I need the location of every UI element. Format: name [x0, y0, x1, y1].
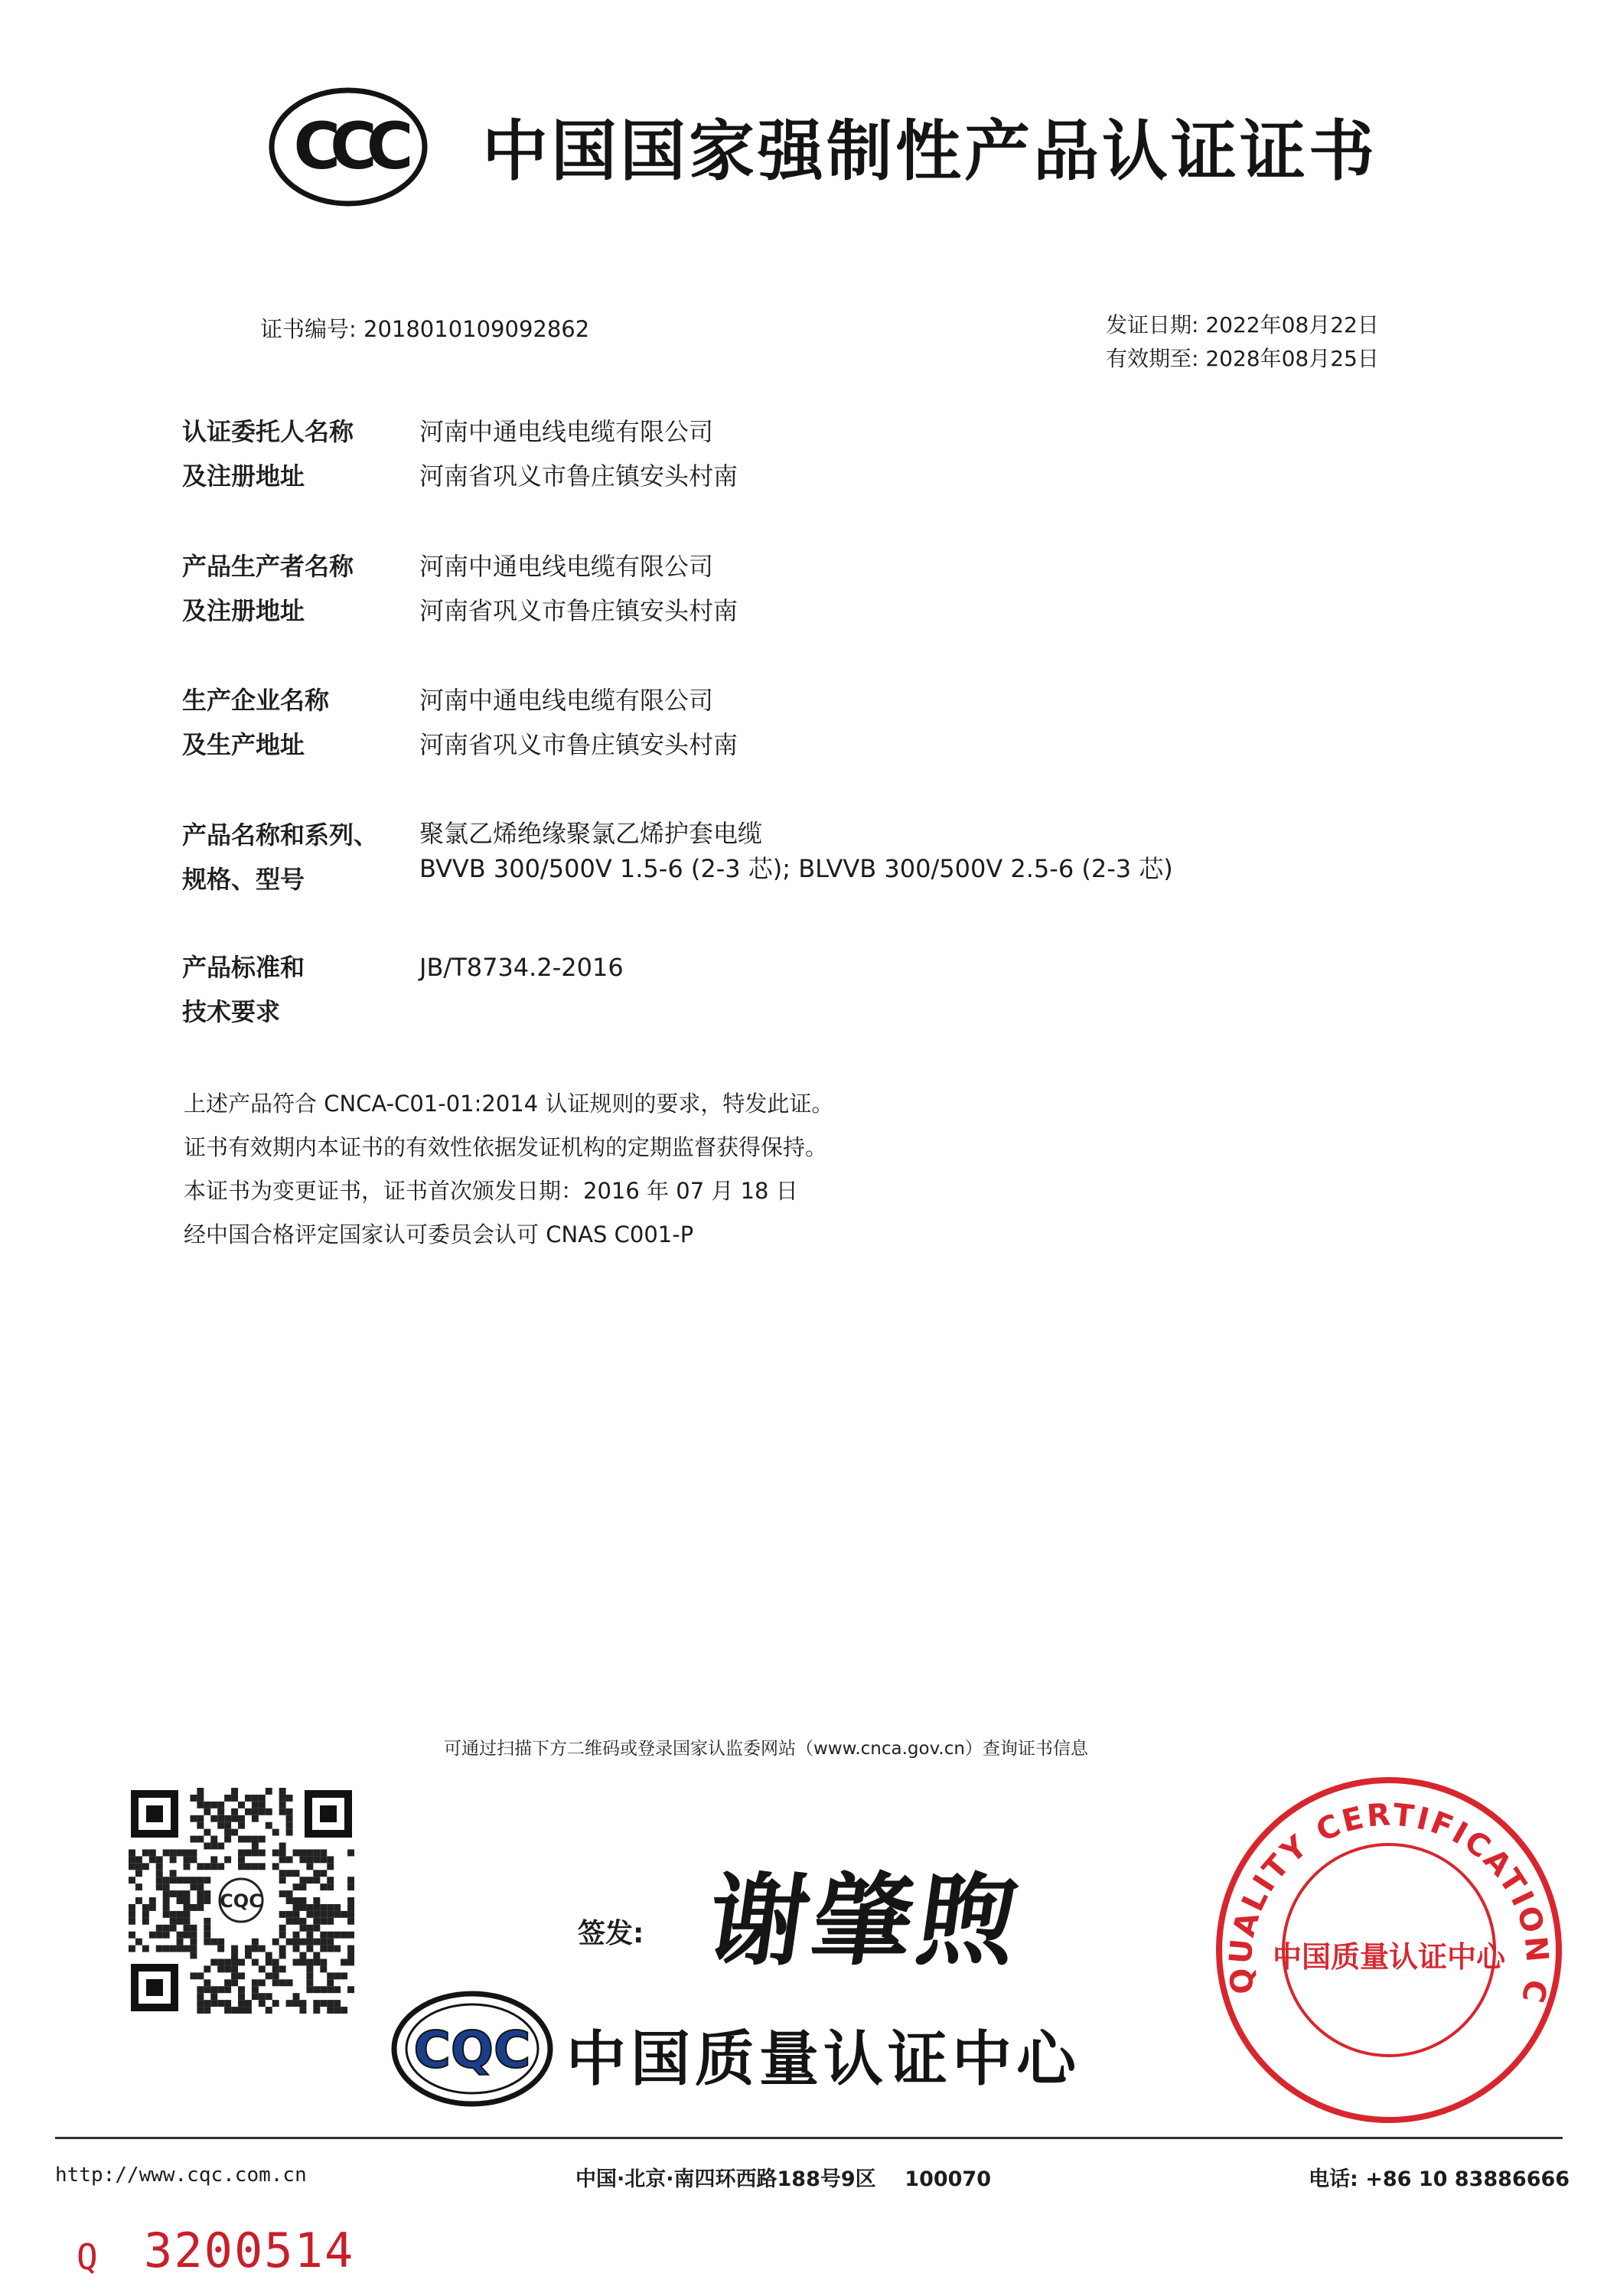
footer-phone-value: +86 10 83886666: [1365, 2167, 1570, 2191]
cert-no-label: 证书编号:: [260, 316, 357, 342]
valid-until-value: 2028年08月25日: [1205, 346, 1379, 371]
footer-address-text: 中国·北京·南四环西路188号9区: [575, 2167, 876, 2191]
field-label-line: 产品标准和: [182, 953, 305, 982]
field-label-line: 及生产地址: [182, 730, 305, 759]
seal-inner-text: 中国质量认证中心: [1272, 1939, 1506, 1974]
issuer-name: 中国质量认证中心: [566, 2025, 1081, 2094]
field-label-line: 及注册地址: [182, 461, 305, 491]
field-label-line: 及注册地址: [182, 596, 305, 625]
signature-label: 签发:: [578, 1918, 644, 1949]
factory-address: 河南省巩义市鲁庄镇安头村南: [419, 730, 738, 759]
signature: [712, 1848, 1033, 1986]
ccc-logo: [268, 86, 429, 208]
cqc-logo-text: CQC: [413, 2020, 531, 2079]
applicant-name: 河南中通电线电缆有限公司: [419, 417, 714, 446]
footer-address: [575, 2162, 991, 2192]
official-seal: [1213, 1774, 1565, 2126]
issue-date-label: 发证日期:: [1106, 312, 1199, 338]
cqc-logo: [390, 1990, 555, 2108]
standard-value: JB/T8734.2-2016: [419, 953, 624, 982]
statement-line: 上述产品符合 CNCA-C01-01:2014 认证规则的要求，特发此证。: [184, 1091, 834, 1117]
field-label: [182, 813, 412, 902]
certificate-statements: [184, 1082, 833, 1257]
field-label: [182, 945, 412, 1034]
statement-line: 经中国合格评定国家认可委员会认可 CNAS C001-P: [184, 1221, 694, 1247]
issue-date-row: [1106, 308, 1379, 342]
qr-code[interactable]: [129, 1788, 354, 2014]
qr-center-logo: CQC: [220, 1890, 262, 1912]
product-name: 聚氯乙烯绝缘聚氯乙烯护套电缆: [419, 819, 763, 848]
footer-website[interactable]: http://www.cqc.com.cn: [55, 2164, 307, 2187]
field-label-line: 产品生产者名称: [182, 552, 354, 581]
field-label-line: 技术要求: [182, 997, 281, 1026]
field-label-line: 产品名称和系列、: [182, 820, 379, 850]
footer-phone-label: 电话:: [1309, 2167, 1358, 2191]
certificate-number: [260, 312, 589, 344]
svg-text:CHINA QUALITY CERTIFICATION CE: [1213, 1774, 1555, 2013]
field-value: [419, 945, 624, 990]
verification-note: 可通过扫描下方二维码或登录国家认监委网站（www.cnca.gov.cn）查询证书信息: [444, 1739, 1088, 1759]
field-label: [182, 409, 412, 498]
issue-date-value: 2022年08月22日: [1205, 312, 1379, 338]
factory-name: 河南中通电线电缆有限公司: [419, 686, 714, 715]
field-label: [182, 678, 412, 767]
footer-phone: [1309, 2162, 1570, 2192]
field-label-line: 生产企业名称: [182, 686, 330, 715]
field-value: [419, 409, 738, 498]
document-title: 中国国家强制性产品认证证书: [482, 113, 1377, 190]
field-value: [419, 544, 738, 633]
valid-until-label: 有效期至:: [1106, 346, 1199, 371]
valid-until-row: [1106, 342, 1379, 376]
product-models: BVVB 300/500V 1.5-6 (2-3 芯); BLVVB 300/500V 2.5-6 (2-3 芯): [419, 854, 1173, 883]
field-label: [182, 544, 412, 633]
footer-postcode: 100070: [905, 2167, 992, 2191]
signature-name: 谢肇煦: [712, 1861, 1030, 1979]
field-label-line: 规格、型号: [182, 865, 305, 894]
applicant-address: 河南省巩义市鲁庄镇安头村南: [419, 461, 738, 491]
statement-line: 本证书为变更证书，证书首次颁发日期：2016 年 07 月 18 日: [184, 1178, 798, 1204]
serial-number: 3200514: [144, 2223, 355, 2278]
manufacturer-address: 河南省巩义市鲁庄镇安头村南: [419, 596, 738, 625]
footer-divider: [55, 2137, 1563, 2139]
field-label-line: 认证委托人名称: [182, 417, 354, 446]
field-value: [419, 816, 1173, 886]
seal-outer-text: QUALITY CERTIFICATION C: [1223, 1797, 1555, 2008]
certificate-dates: [1106, 308, 1379, 376]
cert-no-value: 2018010109092862: [363, 316, 590, 342]
statement-line: 证书有效期内本证书的有效性依据发证机构的定期监督获得保持。: [184, 1134, 828, 1160]
manufacturer-name: 河南中通电线电缆有限公司: [419, 552, 714, 581]
field-value: [419, 678, 738, 767]
ccc-logo-text: CCC: [293, 109, 403, 184]
serial-prefix: Q: [77, 2236, 98, 2278]
